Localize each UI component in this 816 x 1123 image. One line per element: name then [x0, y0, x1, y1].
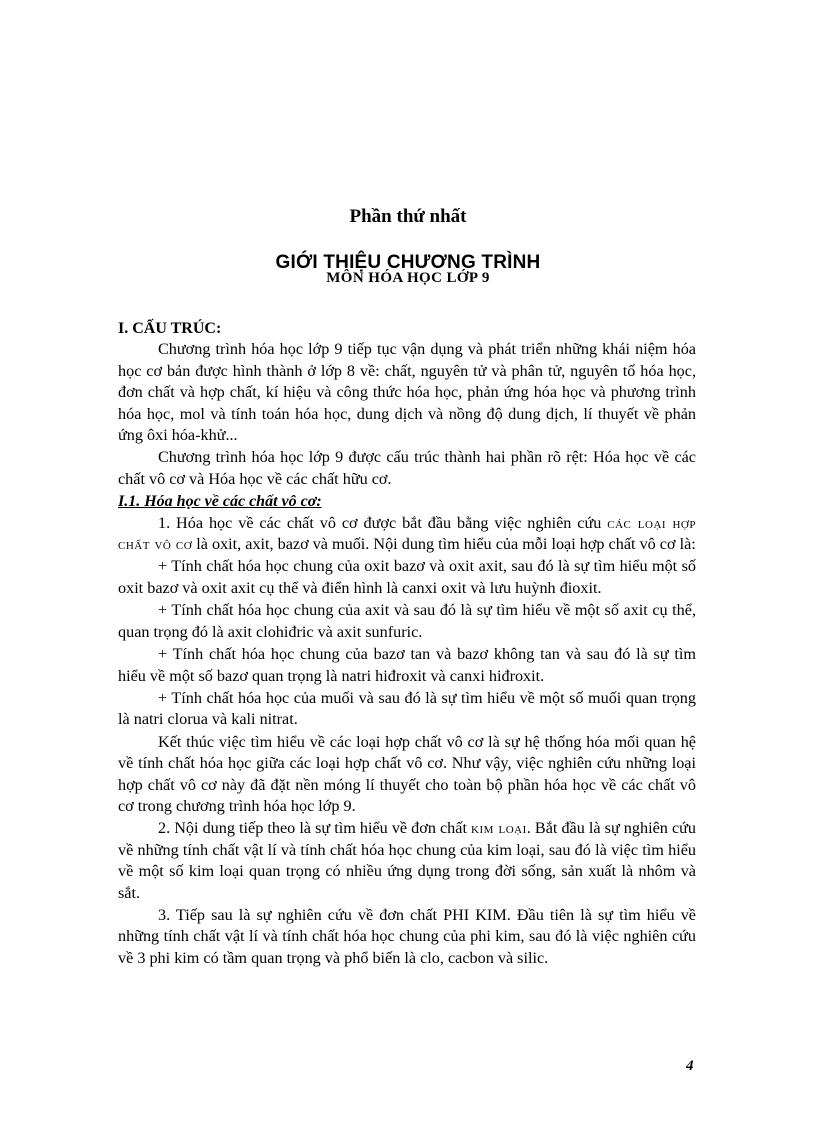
text-run: là oxit, axit, bazơ và muối. Nội dung tìm hiểu của mỗi loại hợp chất vô cơ là: [192, 535, 696, 554]
bullet-oxides: + Tính chất hóa học chung của oxit bazơ và oxit axit, sau đó là sự tìm hiểu một số oxit bazơ và oxit axit cụ thể và điển hình là canxi oxit và lưu huỳnh đioxit. [118, 557, 696, 597]
paragraph-metals [118, 818, 696, 904]
text-run: . Bắt đầu là sự nghiên cứu về những tính chất vật lí và tính chất hóa học chung của kim loại, sau đó là việc tìm hiểu về một số kim loại quan trọng có nhiều ứng dụng trong đời sống, sản xuất là nhôm và sắt. [118, 819, 696, 902]
section-heading-structure: I. CẤU TRÚC: [118, 320, 222, 337]
program-title: GIỚI THIỆU CHƯƠNG TRÌNH [275, 252, 541, 273]
document-body [118, 318, 696, 970]
paragraph-program-structure: Chương trình hóa học lớp 9 được cấu trúc thành hai phần rõ rệt: Hóa học về các chất vô cơ và Hóa học về các chất hữu cơ. [118, 448, 696, 488]
part-title: Phần thứ nhất [349, 206, 467, 227]
paragraph-summary: Kết thúc việc tìm hiểu về các loại hợp chất vô cơ là sự hệ thống hóa mối quan hệ về tính chất hóa học giữa các loại hợp chất vô cơ. Như vậy, việc nghiên cứu những loại hợp chất vô cơ này đã đặt nền móng lí thuyết cho toàn bộ phần hóa học về các chất vô cơ trong chương trình hóa học lớp 9. [118, 732, 696, 815]
paragraph-program-overview: Chương trình hóa học lớp 9 tiếp tục vận dụng và phát triển những khái niệm hóa học cơ bản được hình thành ở lớp 8 về: chất, nguyên tử và phân tử, nguyên tố hóa học, đơn chất và hợp chất, kí hiệu và công thức hóa học, phản ứng hóa học và phương trình hóa học, mol và tính toán hóa học, dung dịch và nồng độ dung dịch, lí thuyết về phản ứng ôxi hóa-khử... [118, 340, 696, 445]
emphasis-metals: kim loại [471, 819, 527, 838]
bullet-acids: + Tính chất hóa học chung của axit và sau đó là sự tìm hiểu về một số axit cụ thể, quan trọng đó là axit clohiđric và axit sunfuric. [118, 601, 696, 641]
bullet-bases: + Tính chất hóa học chung của bazơ tan và bazơ không tan và sau đó là sự tìm hiểu về một số bazơ quan trọng là natri hiđroxit và canxi hiđroxit. [118, 645, 696, 685]
paragraph-compound-types [118, 513, 696, 556]
subject-subtitle: MÔN HÓA HỌC LỚP 9 [326, 270, 490, 286]
bullet-salts: + Tính chất hóa học của muối và sau đó là sự tìm hiểu về một số muối quan trọng là natri clorua và kali nitrat. [118, 688, 696, 729]
paragraph-nonmetals: 3. Tiếp sau là sự nghiên cứu về đơn chất PHI KIM. Đầu tiên là sự tìm hiểu về những tính chất vật lí và tính chất hóa học chung của phi kim, sau đó là việc nghiên cứu về 3 phi kim có tầm quan trọng và phổ biến là clo, cacbon và silic. [118, 905, 696, 967]
section-heading-inorganic: I.1. Hóa học về các chất vô cơ: [118, 493, 322, 511]
text-run: 1. Hóa học về các chất vô cơ được bắt đầu bằng việc nghiên cứu [158, 513, 608, 532]
page-number: 4 [686, 1058, 694, 1074]
emphasis-compound-types: các loại hợp chất vô cơ [118, 513, 696, 554]
text-run: 2. Nội dung tiếp theo là sự tìm hiểu về đơn chất [158, 819, 472, 838]
